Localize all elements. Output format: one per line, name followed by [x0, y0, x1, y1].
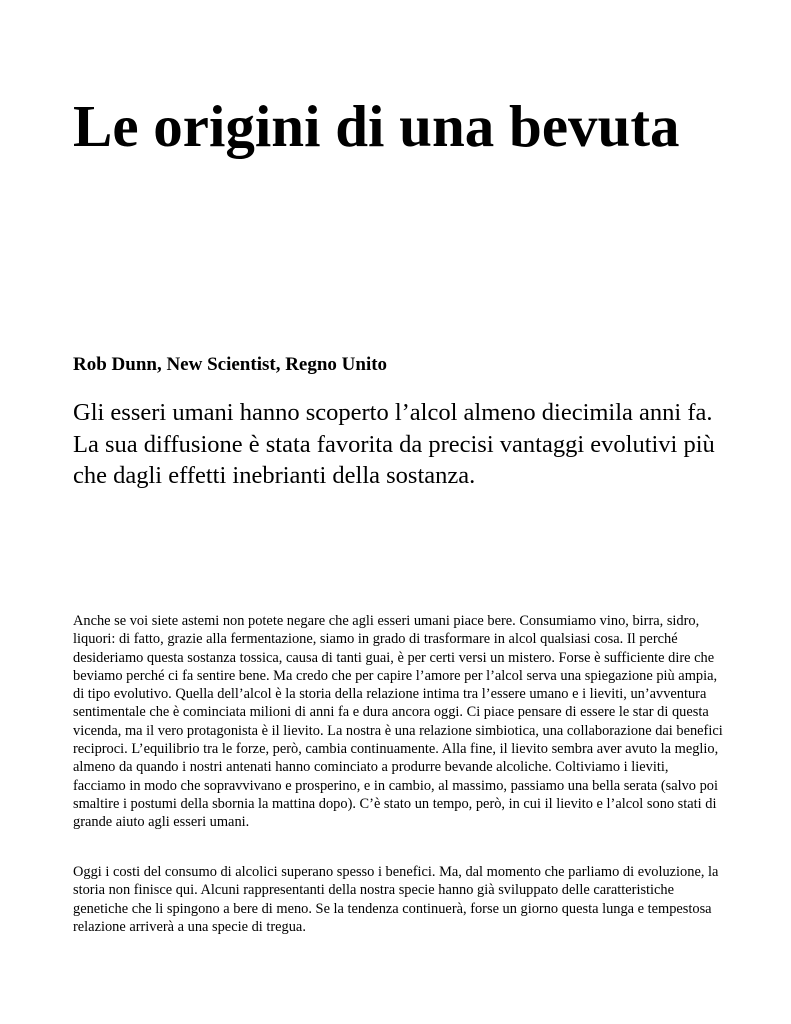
body-paragraph-1: Anche se voi siete astemi non potete negare che agli esseri umani piace bere. Consumiamo vino, birra, sidro, liquori: di fatto, grazie alla fermentazione, siamo in grado di trasformare in alcol qualsiasi cosa. Il perché desideriamo questa sostanza tossica, causa di tanti guai, è per certi versi un mistero. Forse è sufficiente dire che beviamo perché ci fa sentire bene. Ma credo che per capire l’amore per l’alcol serva una spiegazione più ampia, di tipo evolutivo. Quella dell’alcol è la storia della relazione intima tra l’essere umano e i lieviti, un’avventura sentimentale che è cominciata milioni di anni fa e dura ancora oggi. Ci piace pensare di essere le star di questa vicenda, ma il vero protagonista è il lievito. La nostra è una relazione simbiotica, una collaborazione dai benefici reciproci. L’equilibrio tra le forze, però, cambia continuamente. Alla fine, il lievito sembra aver avuto la meglio, almeno da quando i nostri antenati hanno cominciato a produrre bevande alcoliche. Coltiviamo i lieviti, facciamo in modo che sopravvivano e prosperino, e in cambio, al massimo, passiamo una bella serata (salvo poi smaltire i postumi della sbornia la mattina dopo). C’è stato un tempo, però, in cui il lievito e l’alcol sono stati di grande aiuto agli esseri umani.: [73, 613, 723, 831]
body-paragraph-2: Oggi i costi del consumo di alcolici superano spesso i benefici. Ma, dal momento che parliamo di evoluzione, la storia non finisce qui. Alcuni rappresentanti della nostra specie hanno già sviluppato delle caratteristiche genetiche che li spingono a bere di meno. Se la tendenza continuerà, forse un giorno questa lunga e tempestosa relazione arriverà a una specie di tregua.: [73, 864, 719, 935]
article-lead: Gli esseri umani hanno scoperto l’alcol almeno diecimila anni fa. La sua diffusione è stata favorita da precisi vantaggi evolutivi più che dagli effetti inebrianti della sostanza.: [73, 399, 715, 489]
article-byline: Rob Dunn, New Scientist, Regno Unito: [73, 354, 388, 375]
article-title: Le origini di una bevuta: [73, 93, 680, 159]
